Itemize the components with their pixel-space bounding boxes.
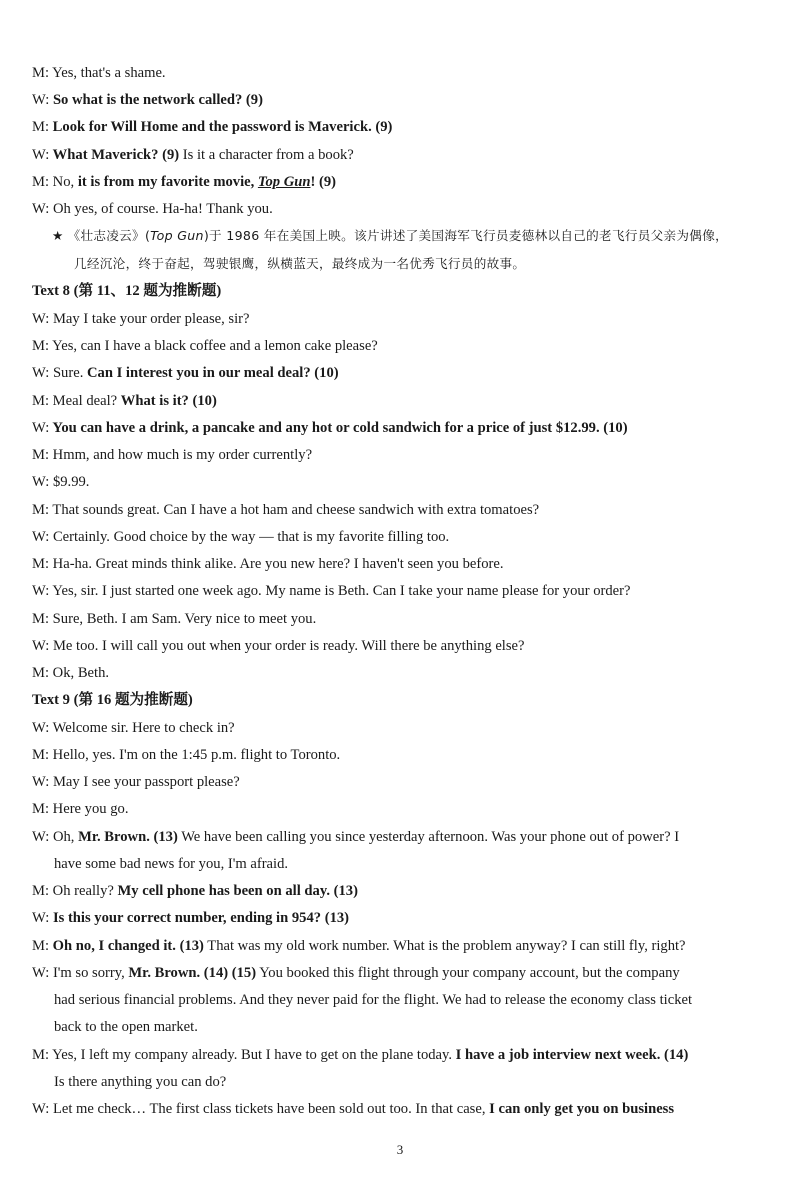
dialogue-line: W: You can have a drink, a pancake and any hot or cold sandwich for a price of just $12.99. (10) [32, 420, 628, 436]
dialogue-line: W: Certainly. Good choice by the way — that is my favorite filling too. [32, 529, 450, 545]
dialogue-line: W: So what is the network called? (9) [32, 92, 263, 108]
movie-note [52, 222, 764, 278]
page-number: 3 [396, 1142, 404, 1157]
dialogue-line: M: Ok, Beth. [32, 665, 110, 681]
dialogue-continuation: have some bad news for you, I'm afraid. [54, 856, 289, 872]
dialogue-line: W: Let me check… The first class tickets have been sold out too. In that case, I can only get you on business [32, 1101, 675, 1117]
dialogue-line: W: May I see your passport please? [32, 774, 240, 790]
dialogue-line: W: Is this your correct number, ending in 954? (13) [32, 910, 350, 926]
dialogue-line: M: No, it is from my favorite movie, Top Gun! (9) [32, 174, 337, 190]
movie-title: Top Gun [257, 174, 311, 190]
dialogue-line: W: Yes, sir. I just started one week ago. My name is Beth. Can I take your name please for your order? [32, 583, 631, 599]
dialogue-line: M: That sounds great. Can I have a hot ham and cheese sandwich with extra tomatoes? [32, 502, 540, 518]
note-line-1: ★ 《壮志凌云》(Top Gun)于 1986 年在美国上映。该片讲述了美国海军飞行员麦德林以自己的老飞行员父亲为偶像， [52, 228, 728, 243]
dialogue-line: M: Oh no, I changed it. (13) That was my old work number. What is the problem anyway? I can still fly, right? [32, 938, 686, 954]
dialogue-line: W: Me too. I will call you out when your order is ready. Will there be anything else? [32, 638, 525, 654]
dialogue-continuation: had serious financial problems. And they never paid for the flight. We had to release the economy class ticket [54, 992, 693, 1008]
dialogue-line: M: Yes, can I have a black coffee and a lemon cake please? [32, 338, 378, 354]
section-heading-text-8: Text 8 (第 11、12 题为推断题) [32, 283, 222, 299]
dialogue-line: M: Oh really? My cell phone has been on all day. (13) [32, 883, 358, 899]
dialogue-line: M: Hmm, and how much is my order currently? [32, 447, 313, 463]
dialogue-line: M: Ha-ha. Great minds think alike. Are you new here? I haven't seen you before. [32, 556, 504, 572]
dialogue-line: W: What Maverick? (9) Is it a character from a book? [32, 147, 354, 163]
star-icon: ★ [52, 228, 64, 243]
dialogue-line: M: Look for Will Home and the password is Maverick. (9) [32, 119, 393, 135]
dialogue-line: W: Sure. Can I interest you in our meal deal? (10) [32, 365, 339, 381]
dialogue-line: W: I'm so sorry, Mr. Brown. (14) (15) You booked this flight through your company account, but the company [32, 965, 680, 981]
dialogue-line: M: Hello, yes. I'm on the 1:45 p.m. flight to Toronto. [32, 747, 341, 763]
dialogue-continuation: back to the open market. [54, 1019, 198, 1035]
dialogue-line: W: $9.99. [32, 474, 90, 490]
dialogue-line: M: Meal deal? What is it? (10) [32, 393, 217, 409]
note-line-2: 几经沉沦，终于奋起，驾驶银鹰，纵横蓝天，最终成为一名优秀飞行员的故事。 [74, 256, 526, 271]
dialogue-line: M: Yes, I left my company already. But I have to get on the plane today. I have a job interview next week. (14) [32, 1047, 689, 1063]
dialogue-line: M: Here you go. [32, 801, 129, 817]
dialogue-line: W: Oh, Mr. Brown. (13) We have been calling you since yesterday afternoon. Was your phone out of power? I [32, 829, 680, 845]
dialogue-line: W: May I take your order please, sir? [32, 311, 250, 327]
dialogue-continuation: Is there anything you can do? [54, 1074, 227, 1090]
dialogue-line: M: Yes, that's a shame. [32, 65, 166, 81]
dialogue-line: W: Welcome sir. Here to check in? [32, 720, 235, 736]
dialogue-line: W: Oh yes, of course. Ha-ha! Thank you. [32, 201, 273, 217]
section-heading-text-9: Text 9 (第 16 题为推断题) [32, 692, 193, 708]
dialogue-line: M: Sure, Beth. I am Sam. Very nice to meet you. [32, 611, 317, 627]
